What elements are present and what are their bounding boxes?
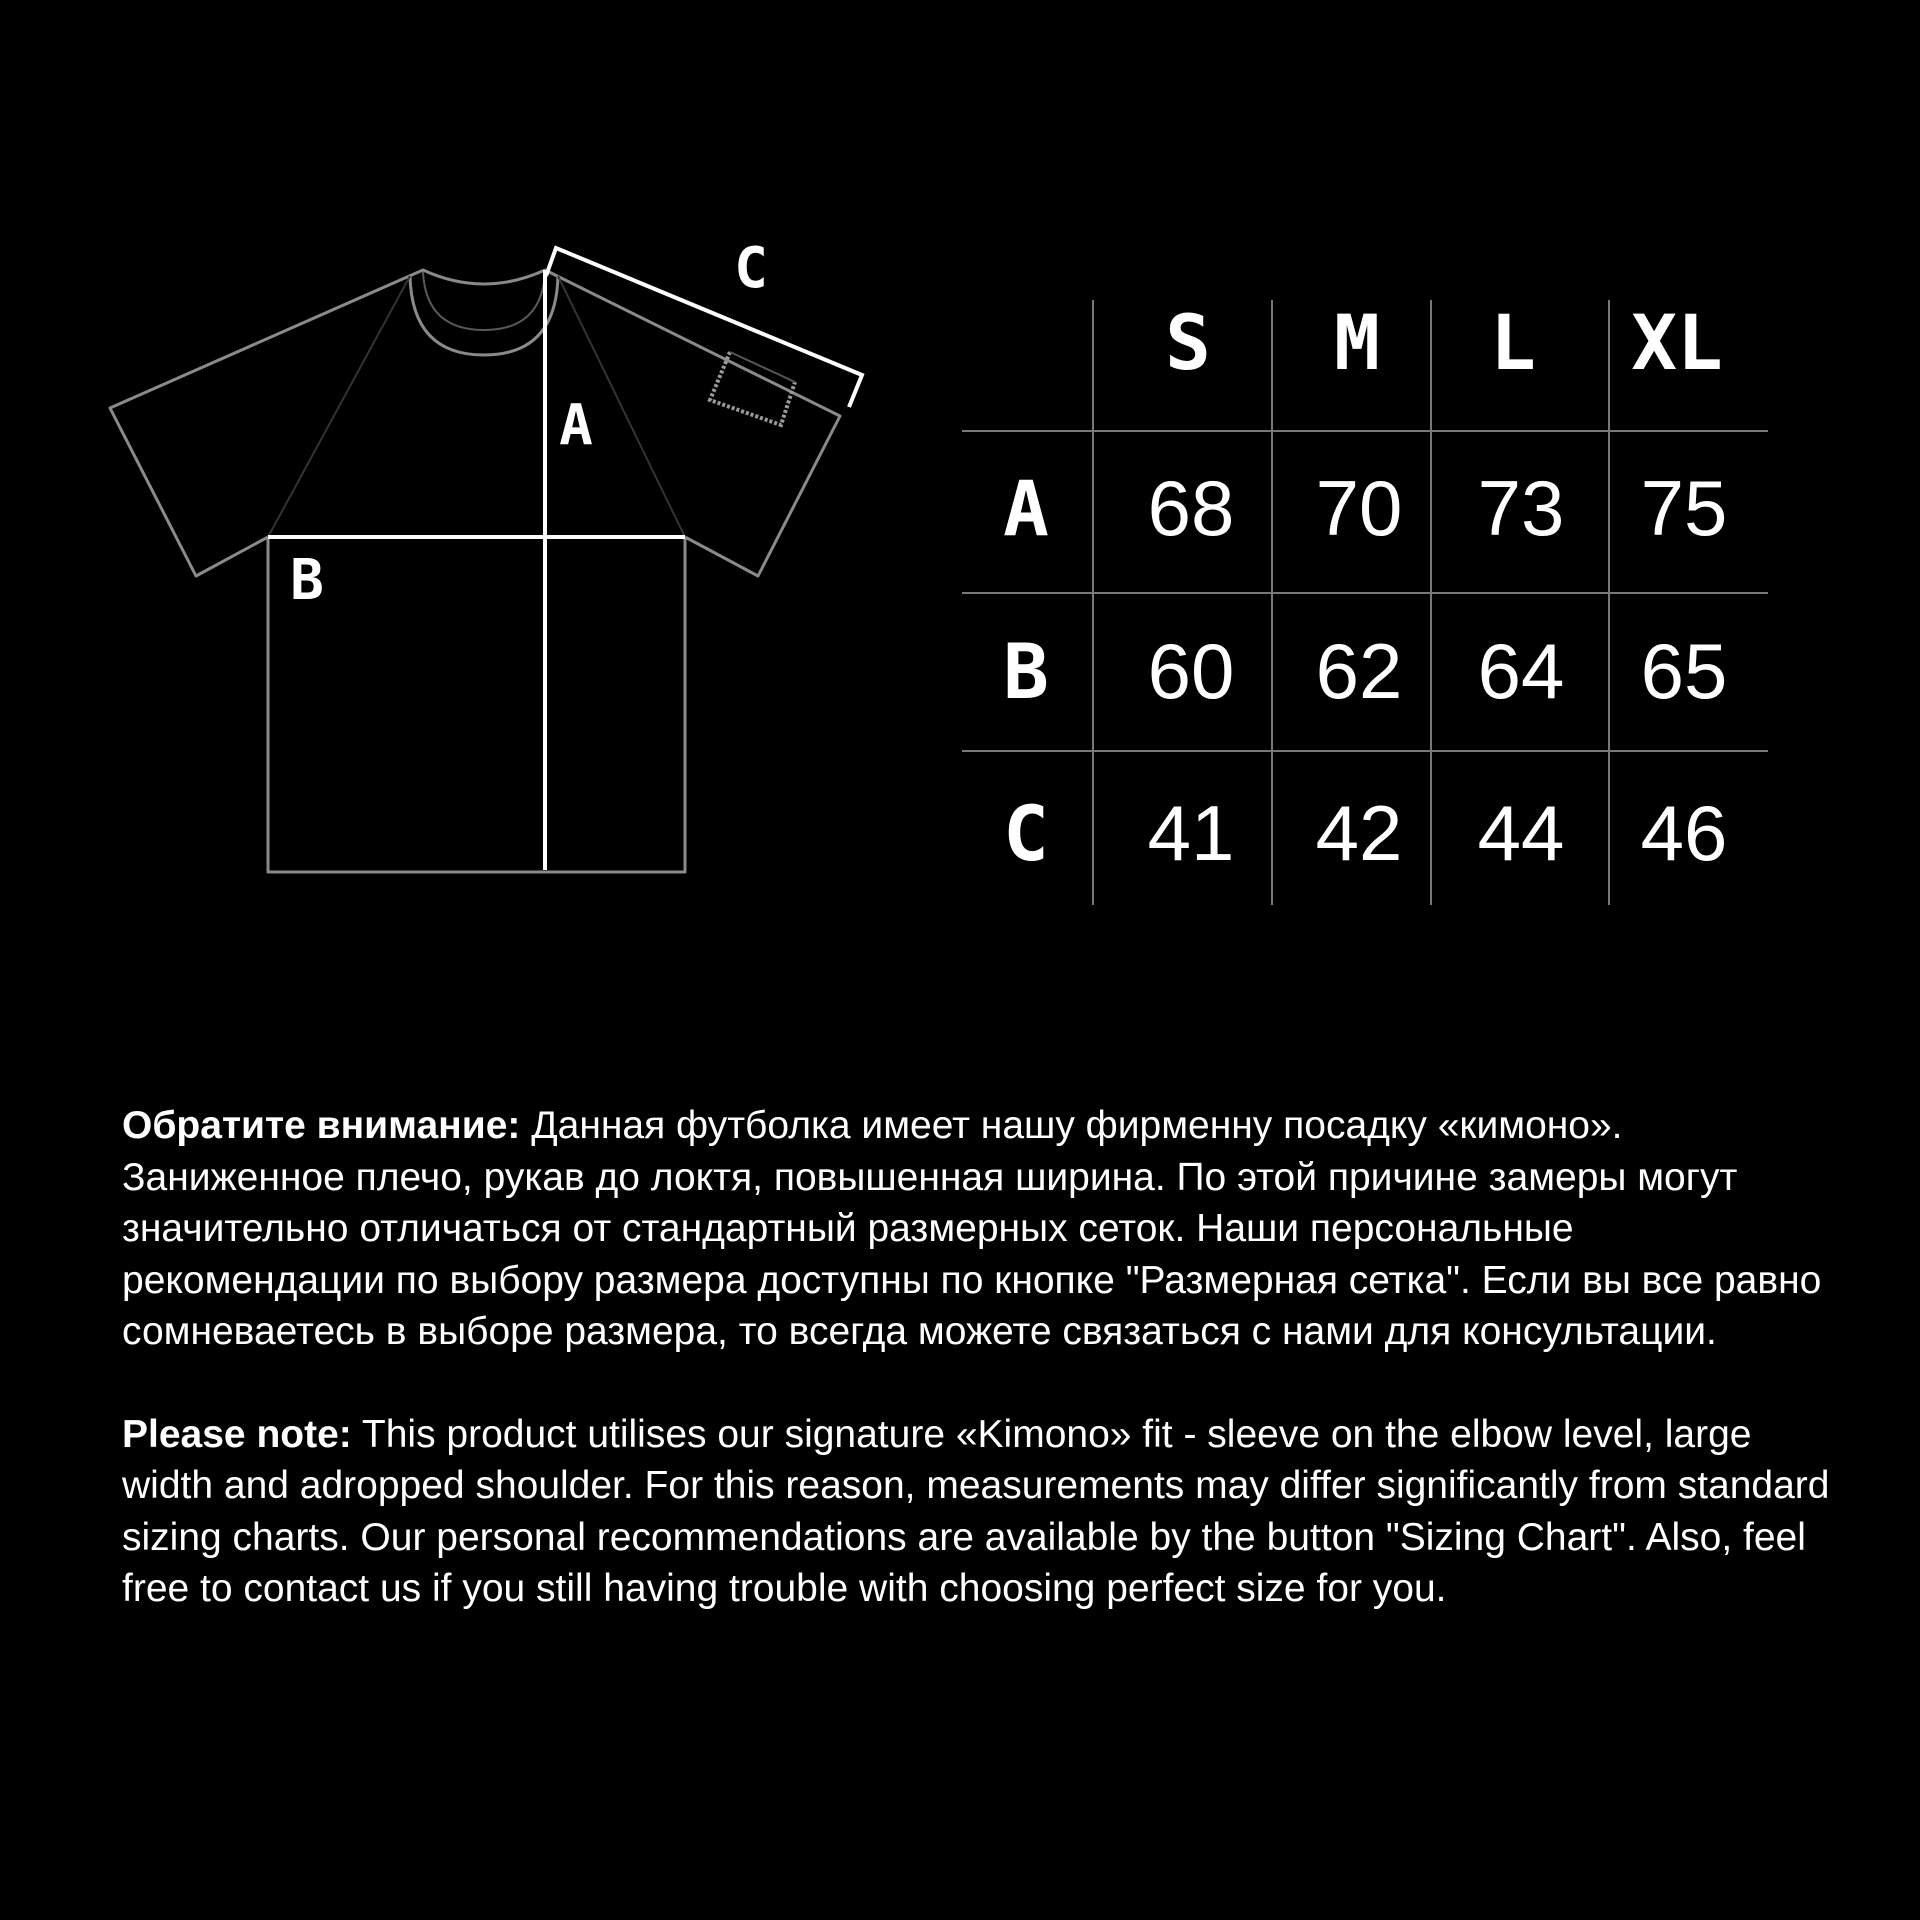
cell-c-l: 44 (1477, 789, 1565, 877)
cell-a-m: 70 (1315, 464, 1403, 552)
label-b: B (290, 548, 324, 613)
measurement-lines (268, 248, 862, 870)
note-russian (122, 1100, 1842, 1358)
note-russian-heading: Обратите внимание: (122, 1104, 521, 1147)
tshirt-seam-left (268, 276, 410, 537)
label-c: C (734, 236, 768, 301)
row-label-c: C (1003, 789, 1049, 878)
cell-a-xl: 75 (1640, 464, 1728, 552)
size-header-l: L (1490, 298, 1536, 387)
row-label-a: A (1003, 464, 1049, 553)
cell-b-xl: 65 (1640, 627, 1728, 715)
note-english (122, 1409, 1842, 1615)
cell-b-m: 62 (1315, 627, 1403, 715)
note-english-heading: Please note: (122, 1412, 352, 1456)
measure-line-c (546, 248, 862, 407)
tshirt-sketch (110, 270, 840, 872)
cell-b-l: 64 (1477, 627, 1565, 715)
tshirt-outline (110, 270, 840, 872)
cell-c-xl: 46 (1640, 789, 1728, 877)
tshirt-collar (410, 276, 558, 355)
cell-a-l: 73 (1477, 464, 1565, 552)
cell-a-s: 68 (1147, 464, 1235, 552)
size-header-xl: XL (1631, 298, 1723, 387)
cell-c-s: 41 (1147, 789, 1235, 877)
label-a: A (559, 393, 593, 458)
sizing-notes (122, 1100, 1842, 1666)
size-table (962, 298, 1768, 905)
cell-b-s: 60 (1147, 627, 1235, 715)
cell-c-m: 42 (1315, 789, 1403, 877)
size-header-m: M (1334, 298, 1380, 387)
note-english-body: This product utilises our signature «Kimono» fit - sleeve on the elbow level, large width and adropped shoulder. For this reason, measurements may differ significantly from standard sizing charts. Our personal recommendations are available by the button "Sizing Chart". Also, feel free to contact us if you still having trouble with choosing perfect size for you. (122, 1412, 1830, 1610)
size-header-s: S (1165, 298, 1211, 387)
note-russian-body: Данная футболка имеет нашу фирменну посадку «кимоно». Заниженное плечо, рукав до локтя, повышенная ширина. По этой причине замеры могут значительно отличаться от стандартный размерных сеток. Наши персональные рекомендации по выбору размера доступны по кнопке "Размерная сетка". Если вы все равно сомневаетесь в выборе размера, то всегда можете связаться с нами для консультации. (122, 1104, 1822, 1353)
tshirt-collar-inner (423, 272, 545, 330)
row-label-b: B (1003, 627, 1049, 716)
